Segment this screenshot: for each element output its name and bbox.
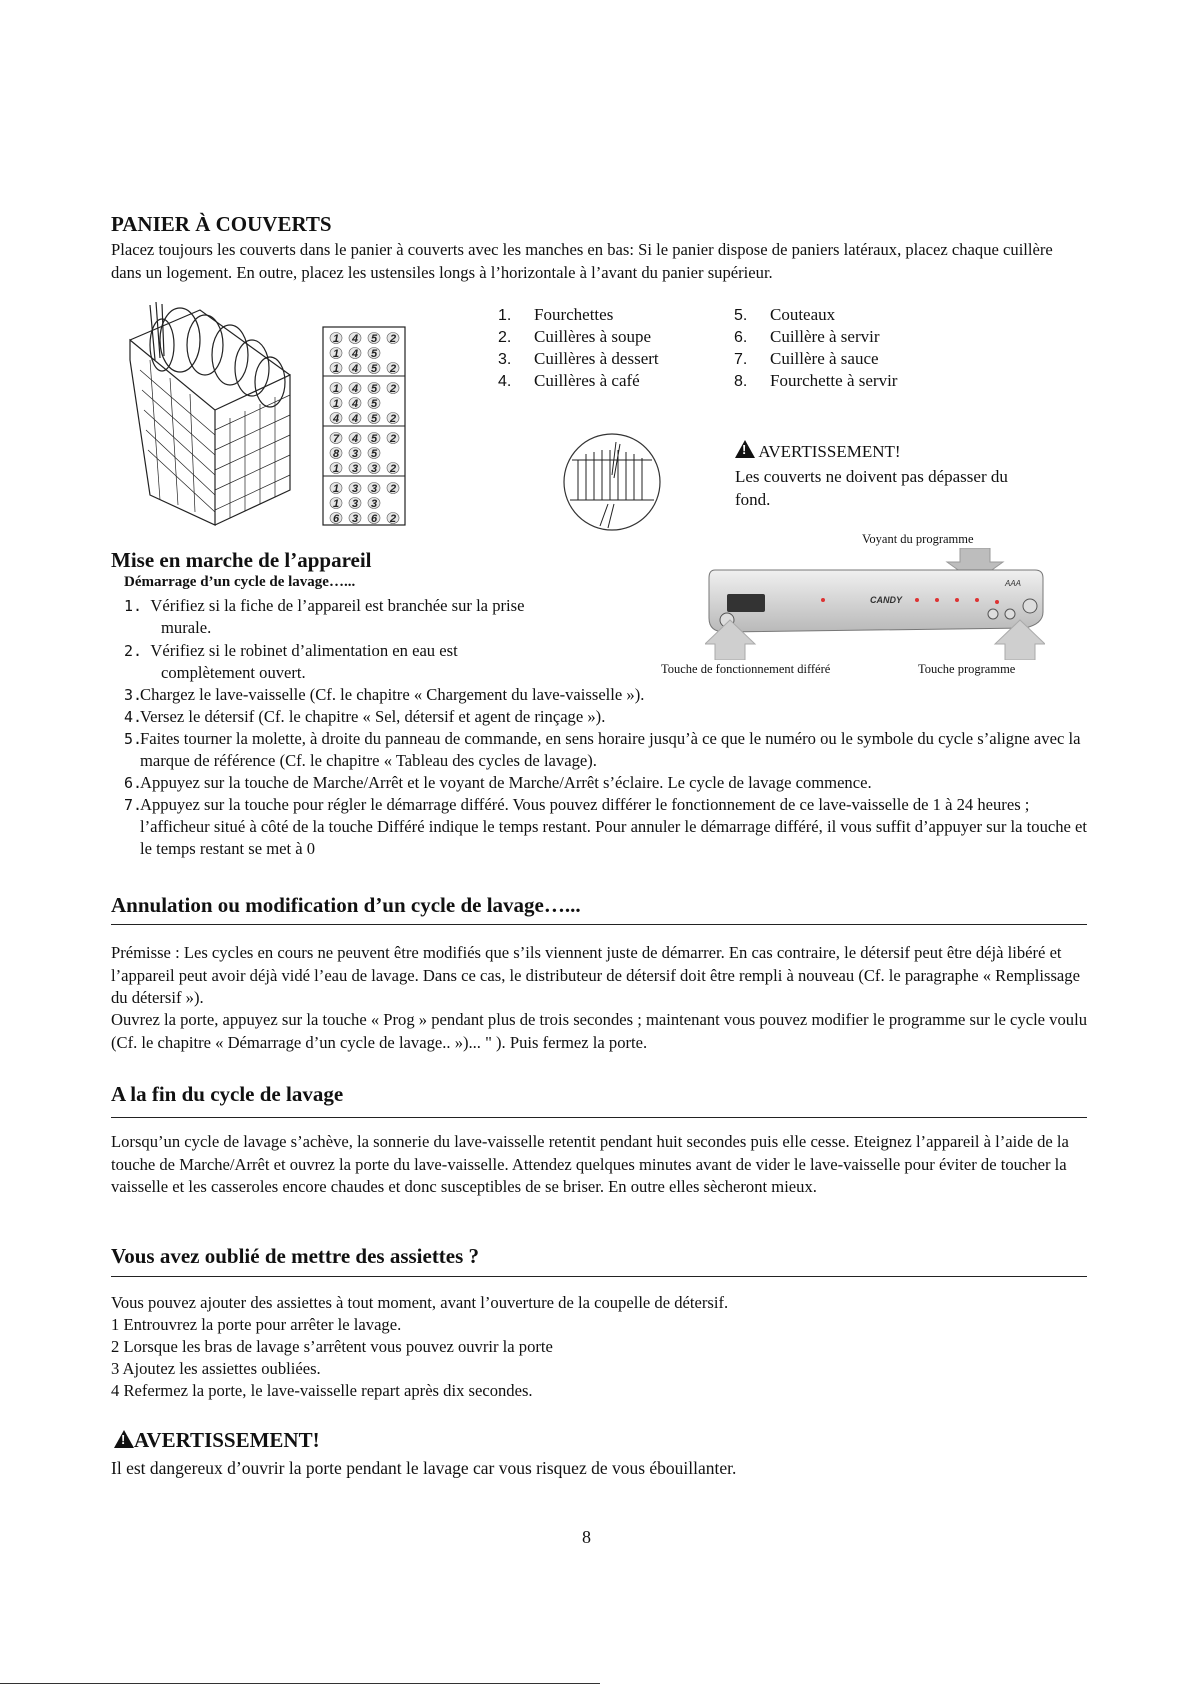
grid-cell-number: 4 bbox=[351, 433, 359, 445]
grid-cell-number: 6 bbox=[370, 513, 378, 525]
grid-cell-number: 7 bbox=[332, 433, 340, 445]
panel-label-program-button: Touche programme bbox=[918, 662, 1016, 676]
grid-cell-number: 5 bbox=[370, 398, 378, 410]
grid-cell-number: 5 bbox=[370, 448, 378, 460]
end-paragraph: Lorsqu’un cycle de lavage s’achève, la sonnerie du lave-vaisselle retentit pendant huit secondes puis elle cesse. Eteignez l’appareil à l’aide de la touche de Marche/Arrêt et ouvrez la porte du lave-vaisselle. Attendez quelques minutes avant de vider le lave-vaisselle pour éviter de toucher la vaisselle et les casseroles encore chaudes et donc susceptibles de se briser. En outre elles sècheront mieux. bbox=[111, 1132, 1069, 1196]
grid-cell-number: 3 bbox=[351, 463, 359, 475]
cutlery-detail-illustration bbox=[560, 430, 664, 534]
warning-icon bbox=[735, 440, 755, 458]
warning-icon bbox=[114, 1430, 134, 1448]
control-panel-illustration bbox=[705, 548, 1045, 660]
panel-label-delay-button: Touche de fonctionnement différé bbox=[661, 662, 831, 676]
forgot-divider bbox=[111, 1276, 1087, 1277]
forgot-step: 4 Refermez la porte, le lave-vaisselle repart après dix secondes. bbox=[111, 1381, 533, 1400]
grid-cell-number: 3 bbox=[370, 498, 378, 510]
grid-cell-number: 2 bbox=[389, 433, 397, 445]
grid-cell-number: 3 bbox=[351, 483, 359, 495]
footer-rule bbox=[0, 1683, 600, 1684]
grid-cell-number: 3 bbox=[351, 513, 359, 525]
grid-cell-number: 1 bbox=[332, 398, 340, 410]
startup-step: 5. Faites tourner la molette, à droite du panneau de commande, en sens horaire jusqu’à ce que le numéro ou le symbole du cycle s’aligne avec la marque de référence (Cf. le chapitre « Tableau des cycles de lavage). bbox=[124, 729, 1081, 770]
grid-cell-number: 1 bbox=[332, 483, 340, 495]
cutlery-title: PANIER À COUVERTS bbox=[111, 212, 332, 236]
startup-step: 3. Chargez le lave-vaisselle (Cf. le chapitre « Chargement du lave-vaisselle »). bbox=[124, 685, 645, 704]
cancel-paragraph-1: Prémisse : Les cycles en cours ne peuvent être modifiés que s’ils viennent juste de démarrer. En cas contraire, le détersif peut être déjà libéré et l’appareil peut avoir déjà vidé l’eau de lavage. Dans ce cas, le distributeur de détersif doit être rempli à nouveau (Cf. le paragraphe « Remplissage du détersif »). bbox=[111, 943, 1080, 1007]
forgot-intro: Vous pouvez ajouter des assiettes à tout moment, avant l’ouverture de la coupelle de détersif. bbox=[111, 1293, 729, 1312]
startup-step: 4. Versez le détersif (Cf. le chapitre « Sel, détersif et agent de rinçage »). bbox=[124, 707, 606, 726]
startup-subtitle: Démarrage d’un cycle de lavage…... bbox=[124, 574, 356, 590]
grid-cell-number: 4 bbox=[351, 333, 359, 345]
grid-cell-number: 2 bbox=[389, 463, 397, 475]
startup-steps-list bbox=[124, 684, 1092, 860]
forgot-step: 3 Ajoutez les assiettes oubliées. bbox=[111, 1359, 321, 1378]
grid-cell-number: 5 bbox=[370, 433, 378, 445]
legend-item: 6. Cuillère à servir bbox=[734, 327, 880, 346]
grid-cell-number: 2 bbox=[389, 483, 397, 495]
grid-cell-number: 4 bbox=[351, 398, 359, 410]
grid-cell-number: 4 bbox=[332, 413, 340, 425]
grid-cell-number: 5 bbox=[370, 333, 378, 345]
cancel-paragraph-2: Ouvrez la porte, appuyez sur la touche « Prog » pendant plus de trois secondes ; maintenant vous pouvez modifier le programme sur le cycle voulu (Cf. le chapitre « Démarrage d’un cycle de lavage.. »)... " ). Puis fermez la porte. bbox=[111, 1010, 1087, 1052]
cutlery-warning-text: Les couverts ne doivent pas dépasser du fond. bbox=[735, 467, 1008, 509]
grid-cell-number: 2 bbox=[389, 413, 397, 425]
cutlery-grid-svg bbox=[322, 326, 406, 526]
grid-cell-number: 6 bbox=[332, 513, 340, 525]
grid-cell-number: 3 bbox=[370, 483, 378, 495]
legend-item: 3. Cuillères à dessert bbox=[498, 349, 659, 368]
page-number: 8 bbox=[582, 1527, 591, 1547]
cutlery-warning-title: AVERTISSEMENT! bbox=[758, 442, 901, 461]
grid-cell-number: 4 bbox=[351, 363, 359, 375]
grid-cell-number: 1 bbox=[332, 383, 340, 395]
cutlery-warning-title-row bbox=[735, 440, 901, 462]
grid-cell-number: 5 bbox=[370, 348, 378, 360]
grid-cell-number: 5 bbox=[370, 413, 378, 425]
grid-cell-number: 1 bbox=[332, 363, 340, 375]
final-warning-title: AVERTISSEMENT! bbox=[134, 1428, 320, 1452]
forgot-title: Vous avez oublié de mettre des assiettes ? bbox=[111, 1244, 480, 1268]
startup-step: 6. Appuyez sur la touche de Marche/Arrêt et le voyant de Marche/Arrêt s’éclaire. Le cycle de lavage commence. bbox=[124, 773, 872, 792]
cancel-title: Annulation ou modification d’un cycle de lavage…... bbox=[111, 893, 581, 917]
grid-cell-number: 2 bbox=[389, 513, 397, 525]
legend-item: 5. Couteaux bbox=[734, 305, 836, 324]
grid-cell-number: 3 bbox=[351, 448, 359, 460]
grid-cell-number: 1 bbox=[332, 463, 340, 475]
legend-item: 8. Fourchette à servir bbox=[734, 371, 898, 390]
grid-cell-number: 2 bbox=[389, 333, 397, 345]
legend-item: 7. Cuillère à sauce bbox=[734, 349, 879, 368]
panel-brand: CANDY bbox=[870, 595, 903, 605]
grid-cell-number: 8 bbox=[332, 448, 340, 460]
startup-step-1: 1. Vérifiez si la fiche de l’appareil est branchée sur la prise murale. bbox=[124, 596, 525, 637]
cutlery-position-grid bbox=[322, 326, 406, 526]
startup-step: 7. Appuyez sur la touche pour régler le démarrage différé. Vous pouvez différer le fonctionnement de ce lave-vaisselle de 1 à 24 heures ; l’afficheur situé à côté de la touche Différé indique le temps restant. Pour annuler le démarrage différé, il vous suffit d’appuyer sur la touche et le temps restant se met à 0 bbox=[124, 795, 1088, 858]
startup-step-2: 2. Vérifiez si le robinet d’alimentation en eau est complètement ouvert. bbox=[124, 641, 458, 682]
grid-cell-number: 2 bbox=[389, 383, 397, 395]
end-title: A la fin du cycle de lavage bbox=[111, 1082, 344, 1106]
forgot-step: 2 Lorsque les bras de lavage s’arrêtent vous pouvez ouvrir la porte bbox=[111, 1337, 553, 1356]
grid-cell-number: 3 bbox=[351, 498, 359, 510]
grid-cell-number: 4 bbox=[351, 383, 359, 395]
cancel-divider bbox=[111, 924, 1087, 925]
cutlery-basket-illustration bbox=[120, 300, 300, 530]
grid-cell-number: 3 bbox=[370, 463, 378, 475]
grid-cell-number: 1 bbox=[332, 348, 340, 360]
end-divider bbox=[111, 1117, 1087, 1118]
forgot-step: 1 Entrouvrez la porte pour arrêter le lavage. bbox=[111, 1315, 402, 1334]
grid-cell-number: 5 bbox=[370, 363, 378, 375]
grid-cell-number: 5 bbox=[370, 383, 378, 395]
legend-item: 1. Fourchettes bbox=[498, 305, 614, 324]
startup-title: Mise en marche de l’appareil bbox=[111, 548, 372, 572]
grid-cell-number: 1 bbox=[332, 333, 340, 345]
panel-label-program-light: Voyant du programme bbox=[862, 532, 974, 546]
grid-cell-number: 2 bbox=[389, 363, 397, 375]
panel-model: AAA bbox=[1005, 579, 1022, 588]
final-warning-title-row bbox=[114, 1428, 320, 1453]
cutlery-intro: Placez toujours les couverts dans le panier à couverts avec les manches en bas: Si le panier dispose de paniers latéraux, placez chaque cuillère dans un logement. En outre, placez les ustensiles longs à l’horizontale à l’avant du panier supérieur. bbox=[111, 240, 1053, 282]
legend-item: 4. Cuillères à café bbox=[498, 371, 640, 390]
final-warning-text: Il est dangereux d’ouvrir la porte pendant le lavage car vous risquez de vous ébouillanter. bbox=[111, 1458, 737, 1478]
legend-item: 2. Cuillères à soupe bbox=[498, 327, 652, 346]
grid-cell-number: 4 bbox=[351, 413, 359, 425]
grid-cell-number: 4 bbox=[351, 348, 359, 360]
grid-cell-number: 1 bbox=[332, 498, 340, 510]
